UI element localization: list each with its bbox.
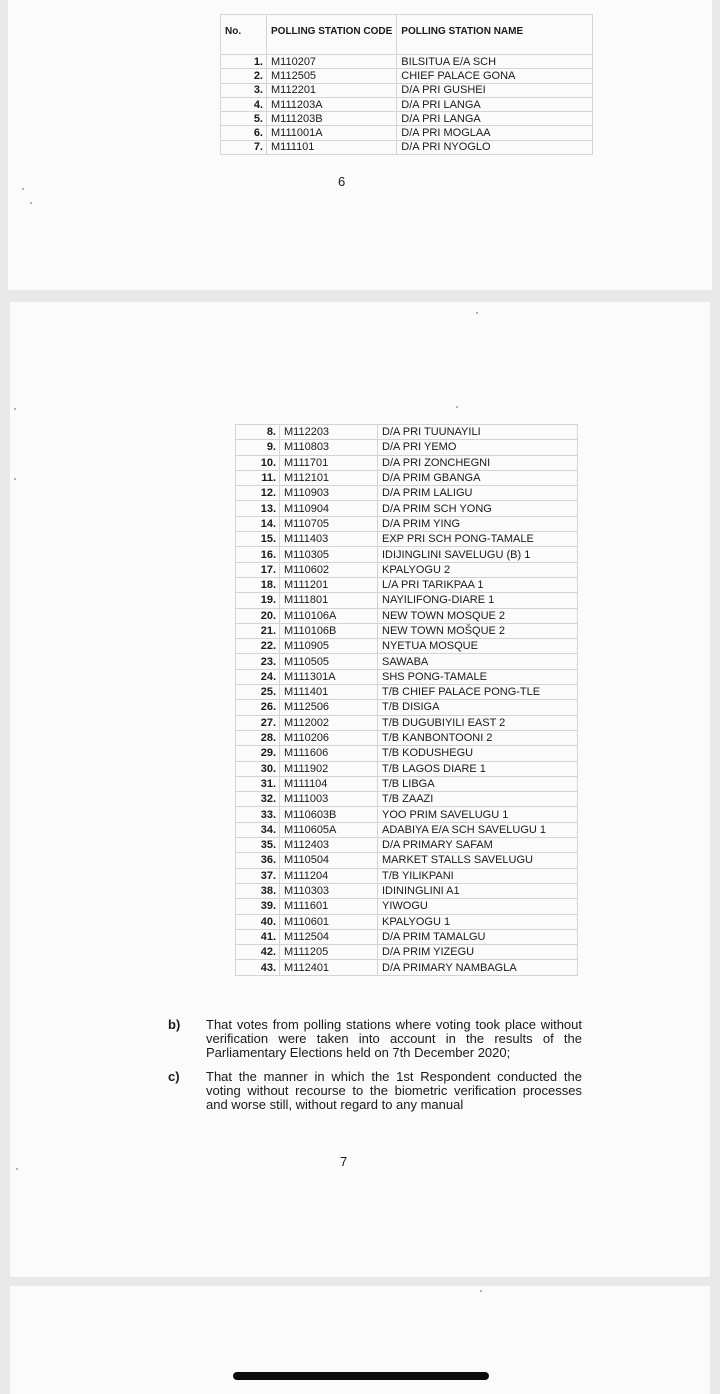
- scan-speck: [14, 478, 16, 480]
- station-name: T/B ZAAZI: [378, 792, 578, 807]
- table-row: [236, 593, 578, 608]
- table-row: [236, 639, 578, 654]
- station-name: YIWOGU: [378, 899, 578, 914]
- page-number: 7: [340, 1154, 348, 1169]
- row-number: 13.: [236, 501, 280, 516]
- station-name: D/A PRI YEMO: [378, 440, 578, 455]
- row-number: 38.: [236, 883, 280, 898]
- table-row: [221, 140, 593, 154]
- paragraph-label: c): [168, 1069, 180, 1084]
- table-row: [236, 868, 578, 883]
- row-number: 37.: [236, 868, 280, 883]
- station-name: D/A PRIM LALIGU: [378, 486, 578, 501]
- station-name: BILSITUA E/A SCH: [397, 55, 593, 69]
- row-number: 5.: [221, 112, 267, 126]
- home-indicator[interactable]: [233, 1372, 489, 1380]
- station-code: M112203: [280, 425, 378, 440]
- row-number: 7.: [221, 140, 267, 154]
- row-number: 18.: [236, 577, 280, 592]
- page-number: 6: [338, 174, 346, 189]
- station-code: M111201: [280, 577, 378, 592]
- document-page-7: [10, 302, 710, 1277]
- station-name: D/A PRIM YIZEGU: [378, 945, 578, 960]
- station-code: M111801: [280, 593, 378, 608]
- row-number: 14.: [236, 516, 280, 531]
- table-row: [236, 654, 578, 669]
- station-code: M112201: [267, 83, 397, 97]
- row-number: 31.: [236, 776, 280, 791]
- station-code: M111701: [280, 455, 378, 470]
- row-number: 12.: [236, 486, 280, 501]
- station-code: M111606: [280, 746, 378, 761]
- station-code: M110605A: [280, 822, 378, 837]
- station-name: SAWABA: [378, 654, 578, 669]
- scan-speck: [476, 312, 478, 314]
- table-row: [236, 945, 578, 960]
- station-name: NAYILIFONG-DIARE 1: [378, 593, 578, 608]
- station-name: NEW TOWN MOŠQUE 2: [378, 623, 578, 638]
- station-code: M111902: [280, 761, 378, 776]
- table-row: [236, 700, 578, 715]
- station-name: D/A PRI GUSHEI: [397, 83, 593, 97]
- station-name: D/A PRI ZONCHEGNI: [378, 455, 578, 470]
- row-number: 27.: [236, 715, 280, 730]
- station-name: D/A PRI MOGLAA: [397, 126, 593, 140]
- station-code: M110504: [280, 853, 378, 868]
- table-row: [236, 838, 578, 853]
- station-name: L/A PRI TARIKPAA 1: [378, 577, 578, 592]
- table-row: [236, 685, 578, 700]
- scan-speck: [16, 1168, 18, 1170]
- station-code: M111003: [280, 792, 378, 807]
- row-number: 16.: [236, 547, 280, 562]
- station-name: D/A PRIMARY SAFAM: [378, 838, 578, 853]
- row-number: 3.: [221, 83, 267, 97]
- station-name: KPALYOGU 1: [378, 914, 578, 929]
- station-code: M111203B: [267, 112, 397, 126]
- polling-stations-table-page-6: [220, 14, 593, 155]
- station-code: M110905: [280, 639, 378, 654]
- station-code: M110601: [280, 914, 378, 929]
- station-name: D/A PRIM YING: [378, 516, 578, 531]
- row-number: 22.: [236, 639, 280, 654]
- row-number: 33.: [236, 807, 280, 822]
- scan-speck: [456, 406, 458, 408]
- station-name: T/B LIBGA: [378, 776, 578, 791]
- table-row: [236, 516, 578, 531]
- table-row: [236, 807, 578, 822]
- station-code: M110505: [280, 654, 378, 669]
- table-row: [236, 669, 578, 684]
- station-name: SHS PONG-TAMALE: [378, 669, 578, 684]
- station-name: EXP PRI SCH PONG-TAMALE: [378, 532, 578, 547]
- scan-speck: [22, 188, 24, 190]
- station-code: M111403: [280, 532, 378, 547]
- row-number: 10.: [236, 455, 280, 470]
- row-number: 41.: [236, 929, 280, 944]
- table-row: [236, 761, 578, 776]
- table-row: [236, 501, 578, 516]
- station-name: D/A PRI TUUNAYILI: [378, 425, 578, 440]
- scan-speck: [480, 1290, 482, 1292]
- table-row: [236, 715, 578, 730]
- station-code: M110106B: [280, 623, 378, 638]
- table-row: [236, 883, 578, 898]
- station-name: ADABIYA E/A SCH SAVELUGU 1: [378, 822, 578, 837]
- table-row: [236, 822, 578, 837]
- row-number: 20.: [236, 608, 280, 623]
- station-code: M111205: [280, 945, 378, 960]
- paragraph-text: That the manner in which the 1st Respondent conducted the voting without recourse to the biometric verification processes and worse still, without regard to any manual: [206, 1069, 582, 1112]
- table-row: [236, 470, 578, 485]
- row-number: 21.: [236, 623, 280, 638]
- station-code: M110207: [267, 55, 397, 69]
- row-number: 29.: [236, 746, 280, 761]
- station-code: M112506: [280, 700, 378, 715]
- table-row: [236, 914, 578, 929]
- station-name: T/B DUGUBIYILI EAST 2: [378, 715, 578, 730]
- header-polling-station-code: POLLING STATION CODE: [267, 15, 397, 55]
- table-row: [236, 455, 578, 470]
- document-page-6: [8, 0, 712, 290]
- table-row: [236, 776, 578, 791]
- table-row: [221, 112, 593, 126]
- station-name: IDININGLINI A1: [378, 883, 578, 898]
- station-name: D/A PRI LANGA: [397, 97, 593, 111]
- station-name: NEW TOWN MOSQUE 2: [378, 608, 578, 623]
- row-number: 24.: [236, 669, 280, 684]
- table-row: [236, 562, 578, 577]
- station-code: M110303: [280, 883, 378, 898]
- station-name: T/B KANBONTOONI 2: [378, 730, 578, 745]
- row-number: 32.: [236, 792, 280, 807]
- table-row: [236, 730, 578, 745]
- station-code: M111301A: [280, 669, 378, 684]
- table-row: [236, 486, 578, 501]
- row-number: 4.: [221, 97, 267, 111]
- table-row: [236, 440, 578, 455]
- row-number: 11.: [236, 470, 280, 485]
- station-code: M111001A: [267, 126, 397, 140]
- table-row: [236, 929, 578, 944]
- row-number: 28.: [236, 730, 280, 745]
- header-polling-station-name: POLLING STATION NAME: [397, 15, 593, 55]
- scan-speck: [14, 408, 16, 410]
- station-name: IDIJINGLINI SAVELUGU (B) 1: [378, 547, 578, 562]
- row-number: 2.: [221, 69, 267, 83]
- row-number: 35.: [236, 838, 280, 853]
- scan-speck: [30, 202, 32, 204]
- station-code: M112403: [280, 838, 378, 853]
- station-code: M112504: [280, 929, 378, 944]
- row-number: 17.: [236, 562, 280, 577]
- station-name: D/A PRIMARY NAMBAGLA: [378, 960, 578, 975]
- polling-stations-table-page-7: [235, 424, 578, 976]
- station-code: M110305: [280, 547, 378, 562]
- row-number: 25.: [236, 685, 280, 700]
- station-code: M110803: [280, 440, 378, 455]
- table-row: [221, 83, 593, 97]
- station-name: D/A PRIM SCH YONG: [378, 501, 578, 516]
- row-number: 43.: [236, 960, 280, 975]
- table-row: [236, 960, 578, 975]
- station-name: D/A PRIM TAMALGU: [378, 929, 578, 944]
- row-number: 26.: [236, 700, 280, 715]
- row-number: 42.: [236, 945, 280, 960]
- station-name: T/B KODUSHEGU: [378, 746, 578, 761]
- row-number: 15.: [236, 532, 280, 547]
- row-number: 34.: [236, 822, 280, 837]
- station-code: M110705: [280, 516, 378, 531]
- station-name: D/A PRI NYOGLO: [397, 140, 593, 154]
- table-row: [236, 547, 578, 562]
- station-name: T/B YILIKPANI: [378, 868, 578, 883]
- station-code: M110903: [280, 486, 378, 501]
- station-code: M110206: [280, 730, 378, 745]
- paragraph-label: b): [168, 1017, 181, 1032]
- station-code: M112505: [267, 69, 397, 83]
- table-row: [236, 608, 578, 623]
- row-number: 23.: [236, 654, 280, 669]
- table-row: [236, 899, 578, 914]
- station-name: T/B LAGOS DIARE 1: [378, 761, 578, 776]
- station-code: M110603B: [280, 807, 378, 822]
- row-number: 19.: [236, 593, 280, 608]
- table-row: [236, 853, 578, 868]
- table-row: [236, 623, 578, 638]
- station-code: M112101: [280, 470, 378, 485]
- station-name: KPALYOGU 2: [378, 562, 578, 577]
- station-code: M111203A: [267, 97, 397, 111]
- station-code: M111104: [280, 776, 378, 791]
- row-number: 40.: [236, 914, 280, 929]
- row-number: 36.: [236, 853, 280, 868]
- station-name: D/A PRI LANGA: [397, 112, 593, 126]
- station-name: T/B CHIEF PALACE PONG-TLE: [378, 685, 578, 700]
- table-row: [236, 425, 578, 440]
- table-row: [221, 69, 593, 83]
- table-row: [236, 792, 578, 807]
- station-code: M110602: [280, 562, 378, 577]
- table-row: [236, 577, 578, 592]
- table-header-row: [221, 15, 593, 55]
- header-no: No.: [221, 15, 267, 55]
- row-number: 30.: [236, 761, 280, 776]
- row-number: 6.: [221, 126, 267, 140]
- station-name: YOO PRIM SAVELUGU 1: [378, 807, 578, 822]
- station-code: M110106A: [280, 608, 378, 623]
- station-name: MARKET STALLS SAVELUGU: [378, 853, 578, 868]
- station-name: D/A PRIM GBANGA: [378, 470, 578, 485]
- row-number: 9.: [236, 440, 280, 455]
- table-row: [221, 55, 593, 69]
- table-row: [221, 97, 593, 111]
- station-code: M111204: [280, 868, 378, 883]
- station-name: CHIEF PALACE GONA: [397, 69, 593, 83]
- row-number: 39.: [236, 899, 280, 914]
- row-number: 8.: [236, 425, 280, 440]
- table-row: [221, 126, 593, 140]
- station-code: M112002: [280, 715, 378, 730]
- station-code: M111601: [280, 899, 378, 914]
- table-row: [236, 746, 578, 761]
- station-code: M111101: [267, 140, 397, 154]
- row-number: 1.: [221, 55, 267, 69]
- station-code: M112401: [280, 960, 378, 975]
- station-code: M110904: [280, 501, 378, 516]
- paragraph-text: That votes from polling stations where voting took place without verification were taken into account in the results of the Parliamentary Elections held on 7th December 2020;: [206, 1017, 582, 1060]
- table-row: [236, 532, 578, 547]
- station-code: M111401: [280, 685, 378, 700]
- station-name: NYETUA MOSQUE: [378, 639, 578, 654]
- station-name: T/B DISIGA: [378, 700, 578, 715]
